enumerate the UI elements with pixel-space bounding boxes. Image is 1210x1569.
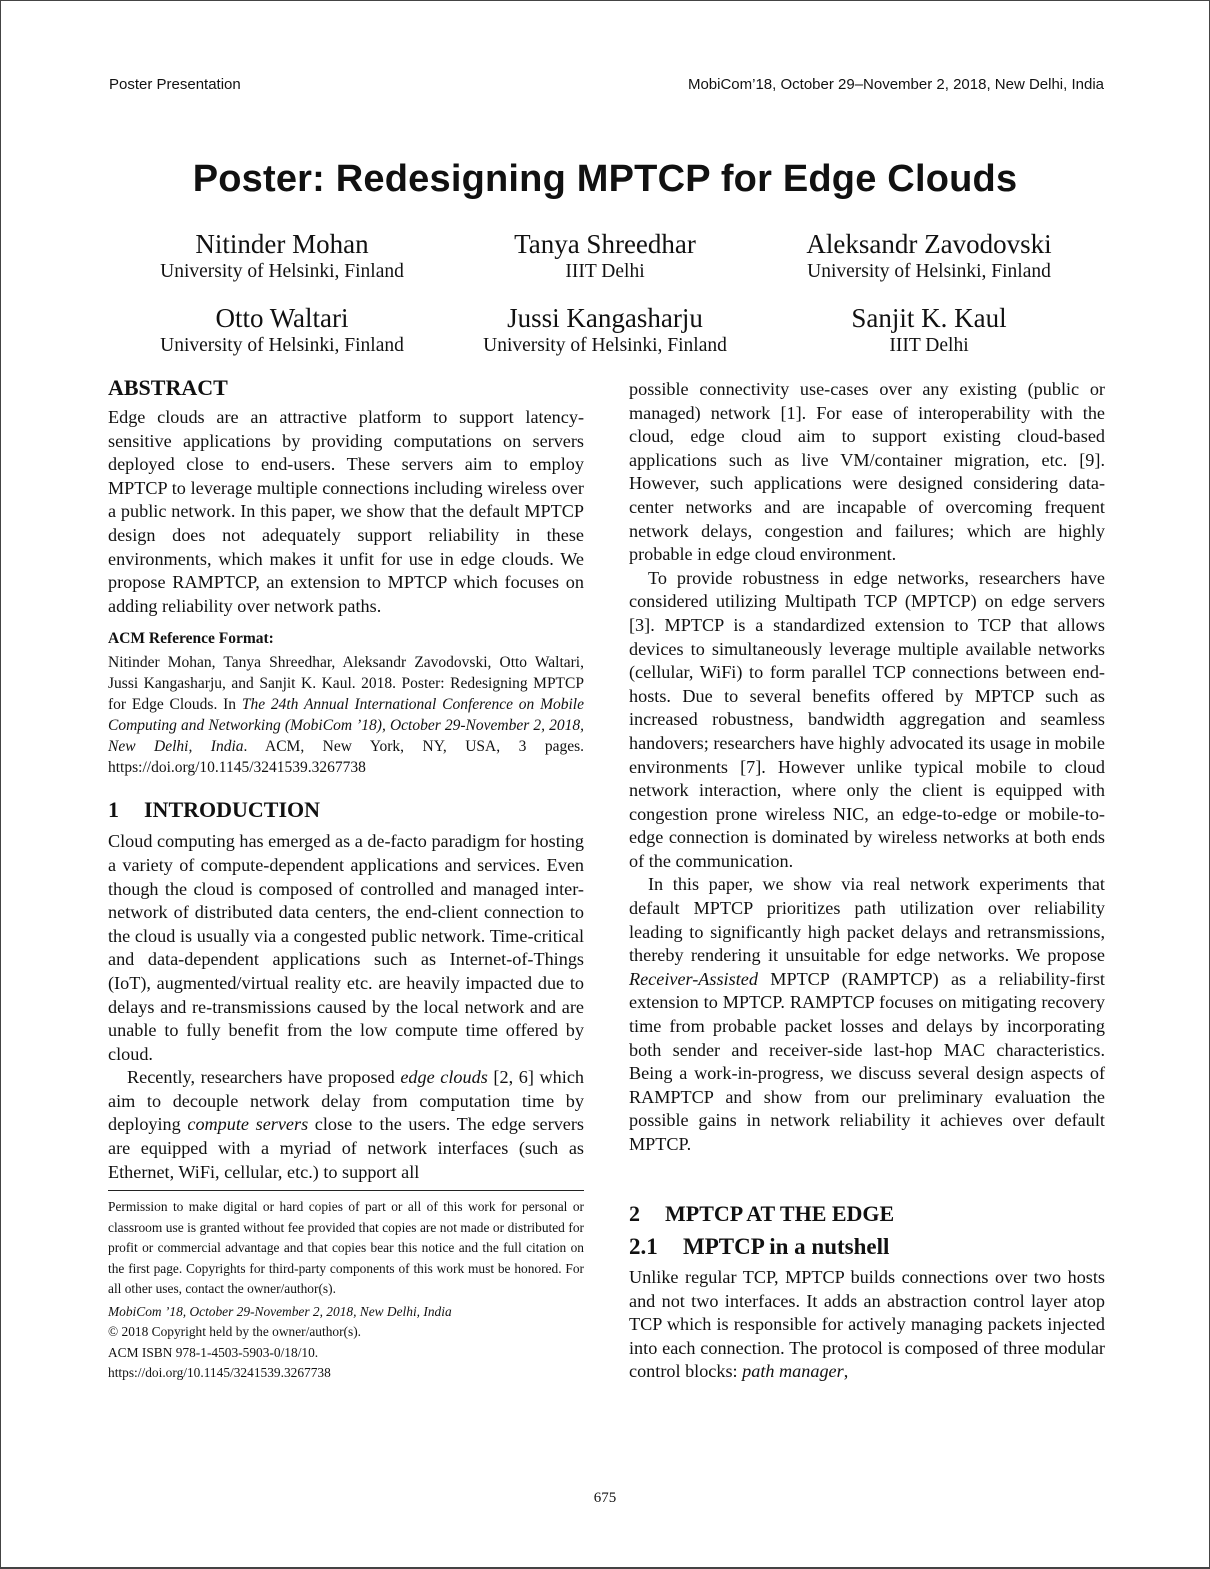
author-block [112, 228, 452, 284]
author-block [759, 228, 1099, 284]
subsection-heading-nutshell: 2.1 MPTCP in a nutshell [629, 1234, 890, 1259]
intro-paragraph: To provide robustness in edge networks, researchers have considered utilizing Multipath TCP (MPTCP) on edge servers [3]. MPTCP is a standardized extension to TCP that allows devices to simultaneously leverage multiple available networks (cellular, WiFi) to form parallel TCP connections between end-hosts. Due to several benefits offered by MPTCP such as increased robustness, bandwidth aggregation and seamless handovers; researchers have highly advocated its usage in mobile environments [7]. However unlike typical mobile to cloud network interaction, where only the client is equipped with congestion prone wireless NIC, an edge-to-edge or mobile-to-edge connection is dominated by wireless networks at both ends of the communication. [629, 567, 1105, 871]
author-block [435, 228, 775, 284]
footnote-doi: https://doi.org/10.1145/3241539.3267738 [108, 1365, 331, 1380]
author-name: Tanya Shreedhar [514, 229, 696, 259]
author-name: Sanjit K. Kaul [851, 303, 1007, 333]
left-column [108, 374, 584, 1184]
acm-reference-venue: The 24th Annual International Conference on Mobile Computing and Networking (MobiCom ’18), October 29-November 2, 2018, New Delhi, India [108, 696, 584, 756]
author-affiliation: University of Helsinki, Finland [483, 335, 727, 356]
running-header-left: Poster Presentation [109, 76, 241, 93]
paper-title: Poster: Redesigning MPTCP for Edge Clouds [192, 158, 1018, 200]
author-affiliation: University of Helsinki, Finland [160, 261, 404, 282]
footnote-copyright: © 2018 Copyright held by the owner/author(s). [108, 1324, 362, 1339]
footnote-venue: MobiCom ’18, October 29-November 2, 2018, New Delhi, India [108, 1303, 452, 1319]
author-block [435, 302, 775, 358]
abstract-text: Edge clouds are an attractive platform to support latency-sensitive applications by providing computations on servers deployed close to end-users. These servers aim to employ MPTCP to leverage multiple connections including wireless over a public network. In this paper, we show that the default MPTCP design does not adequately support reliability in these environments, which makes it unfit for use in edge clouds. We propose RAMPTCP, an extension to MPTCP which focuses on adding reliability over network paths. [108, 407, 584, 616]
author-name: Aleksandr Zavodovski [806, 229, 1052, 259]
author-block [112, 302, 452, 358]
page-number: 675 [593, 1490, 617, 1506]
author-affiliation: University of Helsinki, Finland [807, 261, 1051, 282]
section-heading-introduction: 1 INTRODUCTION [108, 797, 321, 823]
author-affiliation: IIIT Delhi [889, 335, 969, 356]
section2-paragraph: Unlike regular TCP, MPTCP builds connections over two hosts and not two interfaces. It adds an abstraction control layer atop TCP which is responsible for actively managing packets injected into each connection. The protocol is composed of three modular control blocks: path manager, [629, 1267, 1105, 1382]
acm-reference-text: Nitinder Mohan, Tanya Shreedhar, Aleksandr Zavodovski, Otto Waltari, Jussi Kangasharju, and Sanjit K. Kaul. 2018. Poster: Redesigning MPTCP for Edge Clouds. In The 24th Annual International Conference on Mobile Computing and Networking (MobiCom ’18), October 29-November 2, 2018, New Delhi, India. ACM, New York, NY, USA, 3 pages. https://doi.org/10.1145/3241539.3267738 [108, 654, 584, 777]
section2-body [629, 1266, 1105, 1384]
abstract-heading: ABSTRACT [108, 375, 228, 400]
footnote-isbn: ACM ISBN 978-1-4503-5903-0/18/10. [108, 1344, 319, 1360]
intro-paragraph: possible connectivity use-cases over any existing (public or managed) network [1]. For ease of interoperability with the cloud, edge cloud aim to support existing cloud-based applications such as live VM/container migration, etc. [9]. However, such applications were designed considering data-center networks and are incapable of overcoming frequent network delays, congestion and failures; which are highly probable in edge cloud environment. [629, 379, 1105, 565]
section-heading-mptcp-edge: 2 MPTCP AT THE EDGE [629, 1201, 895, 1226]
copyright-footnote [108, 1190, 584, 1384]
intro-paragraph: In this paper, we show via real network experiments that default MPTCP prioritizes path utilization over reliability leading to significantly high packet delays and retransmissions, thereby rendering it unsuitable for edge networks. We propose Receiver-Assisted MPTCP (RAMPTCP) as a reliability-first extension to MPTCP. RAMPTCP focuses on mitigating recovery time from probable packet losses and delays by incorporating both sender and receiver-side last-hop MAC characteristics. Being a work-in-progress, we discuss several design aspects of RAMPTCP and show from our preliminary evaluation the possible gains in network reliability it achieves over default MPTCP. [629, 874, 1105, 1154]
intro-paragraph: Cloud computing has emerged as a de-facto paradigm for hosting a variety of compute-dependent applications and services. Even though the cloud is composed of controlled and managed inter-network of distributed data centers, the end-client connection to the cloud is usually via a congested public network. Time-critical and data-dependent applications such as Internet-of-Things (IoT), augmented/virtual reality etc. are heavily impacted due to delays and re-transmissions caused by the local network and are unable to fully benefit from the low compute time offered by cloud. [108, 831, 584, 1064]
author-name: Otto Waltari [215, 303, 349, 333]
author-name: Nitinder Mohan [195, 229, 369, 259]
author-name: Jussi Kangasharju [507, 303, 703, 333]
author-block [759, 302, 1099, 358]
running-header-right: MobiCom’18, October 29–November 2, 2018, New Delhi, India [687, 76, 1104, 93]
intro-paragraph: Recently, researchers have proposed edge clouds [2, 6] which aim to decouple network delay from computation time by deploying compute servers close to the users. The edge servers are equipped with a myriad of network interfaces (such as Ethernet, WiFi, cellular, etc.) to support all [108, 1067, 584, 1182]
acm-reference-heading: ACM Reference Format: [108, 630, 274, 648]
author-affiliation: University of Helsinki, Finland [160, 335, 404, 356]
right-column [629, 378, 1105, 1157]
permission-notice: Permission to make digital or hard copies of part or all of this work for personal or classroom use is granted without fee provided that copies are not made or distributed for profit or commercial advantage and that copies bear this notice and the full citation on the first page. Copyrights for third-party components of this work must be honored. For all other uses, contact the owner/author(s). [108, 1199, 584, 1296]
author-affiliation: IIIT Delhi [565, 261, 645, 282]
